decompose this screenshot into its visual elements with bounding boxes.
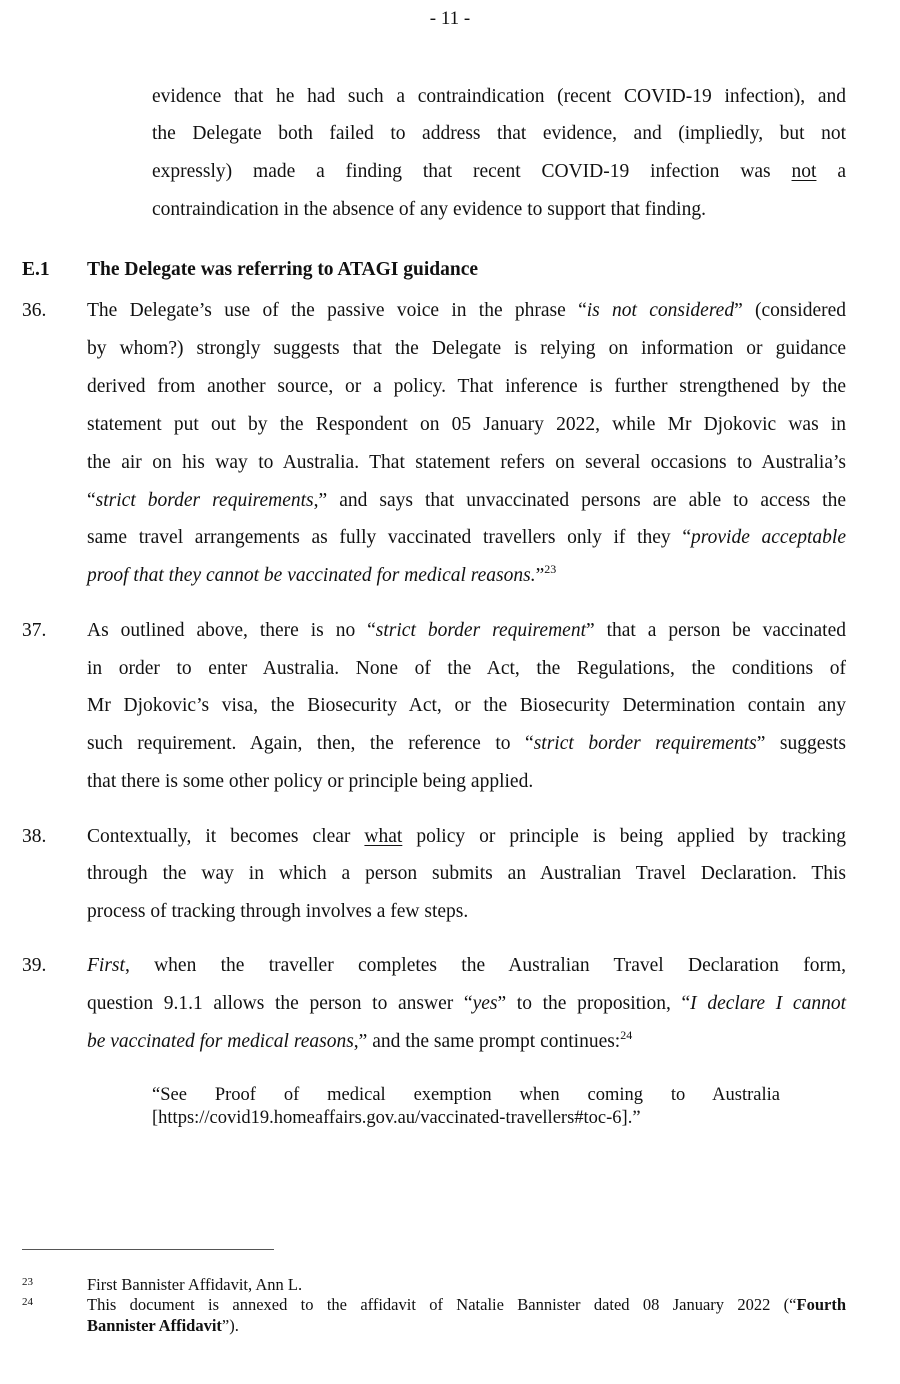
footnote-ref-23[interactable]: 23 <box>544 562 557 576</box>
quoted-phrase: strict border requirements <box>95 490 314 511</box>
text-line: the air on his way to Australia. That statement refers on several occasions to Australia’s <box>87 452 846 473</box>
emphasis-underline: not <box>791 161 817 182</box>
text-span: ” to the proposition, “ <box>497 993 691 1014</box>
text-span: ”). <box>221 1316 239 1335</box>
footnote-text <box>87 1316 239 1336</box>
text-line <box>87 1030 632 1055</box>
text-line <box>87 825 846 849</box>
text-line: Mr Djokovic’s visa, the Biosecurity Act, or the Biosecurity Determination contain any <box>87 695 846 716</box>
text-span: This document is annexed to the affidavit of Natalie Bannister dated 08 January 2022 (“ <box>87 1295 797 1314</box>
text-line <box>87 564 556 589</box>
section-number: E.1 <box>22 259 50 280</box>
text-line: in order to enter Australia. None of the Act, the Regulations, the conditions of <box>87 658 846 679</box>
quoted-phrase: strict border requirement <box>375 620 586 641</box>
quoted-phrase: strict border requirements <box>533 733 757 754</box>
text-span: “ <box>87 490 96 511</box>
footnote-separator <box>22 1249 274 1250</box>
footnote-number: 24 <box>22 1296 33 1308</box>
text-line <box>87 489 846 513</box>
text-span: a <box>816 161 846 182</box>
text-line: evidence that he had such a contraindication (recent COVID-19 infection), and <box>152 86 846 107</box>
defined-term: Bannister Affidavit <box>87 1316 222 1335</box>
text-span: The Delegate’s use of the passive voice in the phrase “ <box>87 300 587 321</box>
text-line: statement put out by the Respondent on 05 January 2022, while Mr Djokovic was in <box>87 414 846 435</box>
page-number: - 11 - <box>429 8 471 29</box>
block-quote-line: [https://covid19.homeaffairs.gov.au/vaccinated-travellers#toc-6].” <box>152 1108 641 1128</box>
section-title: The Delegate was referring to ATAGI guidance <box>87 259 479 280</box>
paragraph-number: 37. <box>22 620 47 641</box>
text-line: process of tracking through involves a few steps. <box>87 901 469 922</box>
block-quote-line: “See Proof of medical exemption when coming to Australia <box>152 1085 780 1105</box>
text-span: ” that a person be vaccinated <box>585 620 846 641</box>
text-span: same travel arrangements as fully vaccinated travellers only if they “ <box>87 527 692 548</box>
text-span: policy or principle is being applied by tracking <box>402 826 847 847</box>
paragraph-number: 39. <box>22 955 47 976</box>
text-span: question 9.1.1 allows the person to answer “ <box>87 993 473 1014</box>
text-span: such requirement. Again, then, the reference to “ <box>87 733 534 754</box>
text-span: ,” and the same prompt continues: <box>353 1031 621 1052</box>
text-span: Contextually, it becomes clear <box>87 826 365 847</box>
footnote-ref-24[interactable]: 24 <box>620 1028 633 1042</box>
text-line: through the way in which a person submits an Australian Travel Declaration. This <box>87 863 846 884</box>
text-line: by whom?) strongly suggests that the Delegate is relying on information or guidance <box>87 338 846 359</box>
text-span: ” <box>535 565 545 586</box>
text-line <box>87 526 846 550</box>
footnote-number: 23 <box>22 1276 33 1288</box>
text-span: , when the traveller completes the Australian Travel Declaration form, <box>124 955 846 976</box>
quoted-phrase: is not considered <box>586 300 735 321</box>
paragraph-number: 38. <box>22 826 47 847</box>
quoted-phrase: yes <box>472 993 498 1014</box>
defined-term: Fourth <box>796 1295 846 1314</box>
footnote-text <box>87 1295 846 1315</box>
text-line: contraindication in the absence of any evidence to support that finding. <box>152 199 706 220</box>
text-span: ,” and says that unvaccinated persons are able to access the <box>313 490 846 511</box>
text-span: expressly) made a finding that recent COVID-19 infection was <box>152 161 792 182</box>
paragraph-number: 36. <box>22 300 47 321</box>
quoted-phrase: provide acceptable <box>691 527 846 548</box>
emphasis-underline: what <box>364 826 403 847</box>
text-line: the Delegate both failed to address that evidence, and (impliedly, but not <box>152 123 846 144</box>
text-span: As outlined above, there is no “ <box>87 620 376 641</box>
quoted-phrase: I declare I cannot <box>690 993 846 1014</box>
text-line <box>87 299 846 323</box>
text-line <box>87 992 846 1016</box>
text-line: derived from another source, or a policy. That inference is further strengthened by the <box>87 376 846 397</box>
text-line <box>87 619 846 643</box>
text-line: that there is some other policy or principle being applied. <box>87 771 534 792</box>
text-span: ” suggests <box>756 733 846 754</box>
quoted-phrase: proof that they cannot be vaccinated for medical reasons. <box>87 565 536 586</box>
text-line <box>87 732 846 756</box>
footnote-text: First Bannister Affidavit, Ann L. <box>87 1275 303 1294</box>
text-span: ” (considered <box>734 300 846 321</box>
text-line <box>87 954 846 978</box>
text-line <box>152 160 846 184</box>
quoted-phrase: be vaccinated for medical reasons <box>87 1031 354 1052</box>
emphasis-italic: First <box>87 955 125 976</box>
